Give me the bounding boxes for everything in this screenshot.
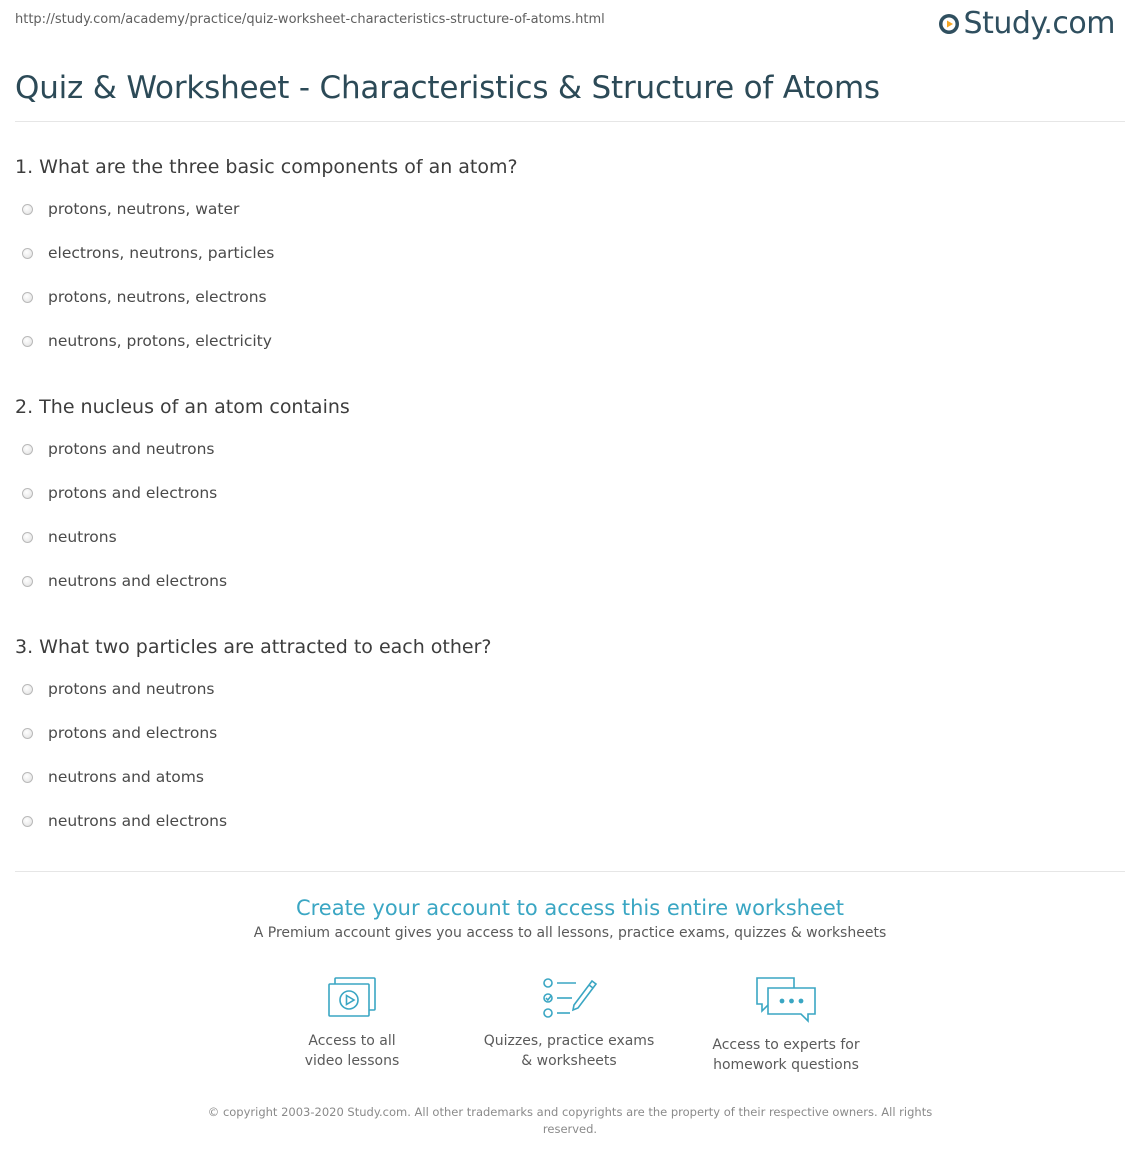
question-2-option-3[interactable] xyxy=(22,528,117,546)
question-2-option-4[interactable] xyxy=(22,572,227,590)
feature-label-line2: homework questions xyxy=(713,1057,859,1073)
radio-button[interactable] xyxy=(22,684,33,695)
feature-label-line2: & worksheets xyxy=(521,1053,617,1069)
question-2-option-1[interactable] xyxy=(22,440,215,458)
question-1-option-2[interactable] xyxy=(22,244,274,262)
radio-button[interactable] xyxy=(22,816,33,827)
header-divider xyxy=(15,121,1125,122)
option-label: protons and electrons xyxy=(48,484,218,502)
option-label: neutrons and atoms xyxy=(48,768,204,786)
option-label: protons and neutrons xyxy=(48,440,215,458)
radio-button[interactable] xyxy=(22,728,33,739)
footer-line2: reserved. xyxy=(542,1122,598,1136)
cta-divider xyxy=(15,871,1125,872)
radio-button[interactable] xyxy=(22,248,33,259)
copyright-footer xyxy=(200,1104,940,1138)
radio-button[interactable] xyxy=(22,532,33,543)
logo-text: Study.com xyxy=(963,6,1115,41)
question-1-option-4[interactable] xyxy=(22,332,272,350)
question-3-option-3[interactable] xyxy=(22,768,204,786)
radio-button[interactable] xyxy=(22,772,33,783)
radio-button[interactable] xyxy=(22,576,33,587)
feature-experts xyxy=(686,975,886,1075)
feature-label-line1: Access to experts for xyxy=(712,1037,860,1053)
footer-line1: © copyright 2003-2020 Study.com. All other trademarks and copyrights are the property of their respective owners. All rights xyxy=(207,1105,933,1119)
question-2-option-2[interactable] xyxy=(22,484,217,502)
feature-quizzes xyxy=(469,975,669,1071)
feature-label-line2: video lessons xyxy=(304,1053,400,1069)
question-1-option-1[interactable] xyxy=(22,200,239,218)
page-title: Quiz & Worksheet - Characteristics & Structure of Atoms xyxy=(15,70,880,106)
option-label: neutrons, protons, electricity xyxy=(48,332,272,350)
radio-button[interactable] xyxy=(22,488,33,499)
feature-label-line1: Access to all xyxy=(308,1033,396,1049)
feature-label-line1: Quizzes, practice exams xyxy=(483,1033,655,1049)
question-2-title: 2. The nucleus of an atom contains xyxy=(15,396,350,418)
chat-bubbles-icon xyxy=(754,975,818,1025)
option-label: protons, neutrons, water xyxy=(48,200,240,218)
question-1-option-3[interactable] xyxy=(22,288,267,306)
question-1-title: 1. What are the three basic components of an atom? xyxy=(15,156,518,178)
create-account-link[interactable]: Create your account to access this entire worksheet xyxy=(295,896,845,920)
option-label: protons, neutrons, electrons xyxy=(48,288,267,306)
radio-button[interactable] xyxy=(22,204,33,215)
option-label: neutrons and electrons xyxy=(48,572,228,590)
option-label: electrons, neutrons, particles xyxy=(48,244,275,262)
question-3-title: 3. What two particles are attracted to each other? xyxy=(15,636,492,658)
quiz-checklist-icon xyxy=(540,975,598,1021)
page-url: http://study.com/academy/practice/quiz-worksheet-characteristics-structure-of-atoms.html xyxy=(15,12,605,27)
radio-button[interactable] xyxy=(22,444,33,455)
question-3-option-4[interactable] xyxy=(22,812,227,830)
play-circle-icon xyxy=(938,13,960,35)
option-label: protons and neutrons xyxy=(48,680,215,698)
cta-subtitle: A Premium account gives you access to all lessons, practice exams, quizzes & worksheets xyxy=(253,925,887,941)
study-logo[interactable] xyxy=(938,6,1115,41)
question-3-option-2[interactable] xyxy=(22,724,217,742)
option-label: neutrons xyxy=(48,528,117,546)
video-lessons-icon xyxy=(326,975,378,1021)
feature-video-lessons xyxy=(252,975,452,1071)
option-label: protons and electrons xyxy=(48,724,218,742)
radio-button[interactable] xyxy=(22,336,33,347)
question-3-option-1[interactable] xyxy=(22,680,215,698)
option-label: neutrons and electrons xyxy=(48,812,228,830)
radio-button[interactable] xyxy=(22,292,33,303)
